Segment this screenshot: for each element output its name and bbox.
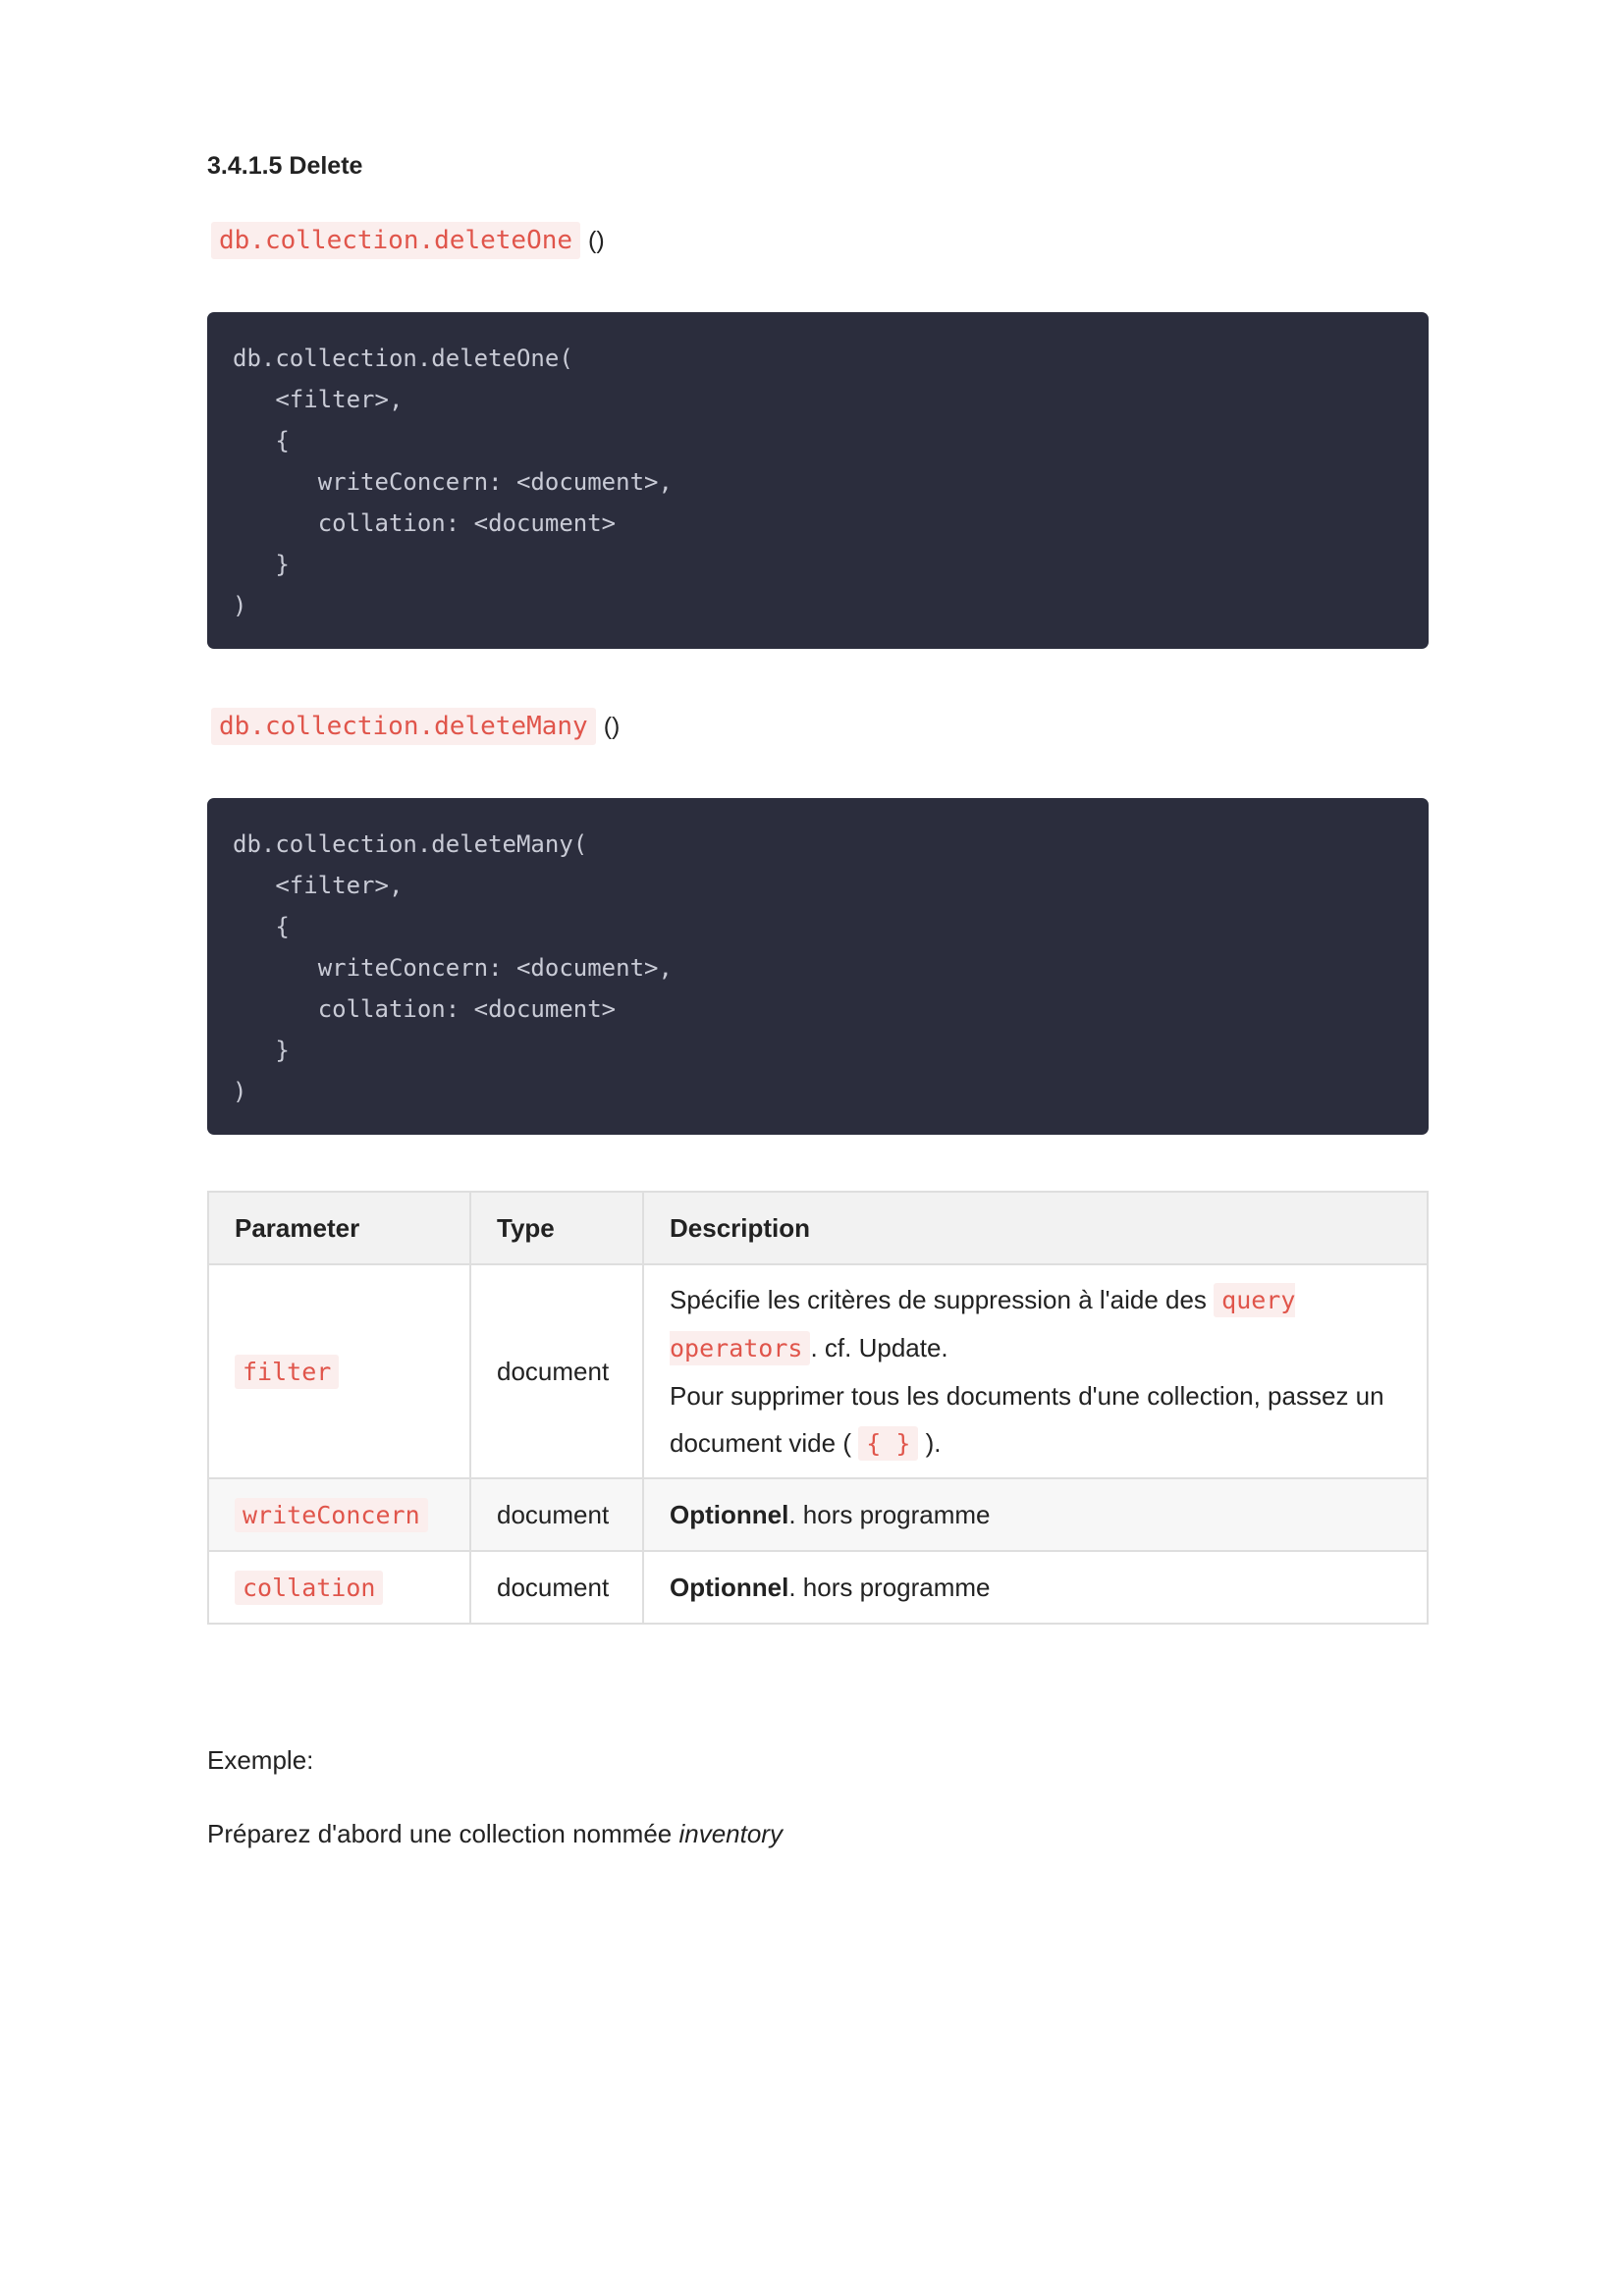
method-title-deleteone xyxy=(211,222,605,259)
description-line-2 xyxy=(670,1372,1401,1468)
code-text-deleteone: db.collection.deleteOne( <filter>, { writeConcern: <document>, collation: <document> } ) xyxy=(233,345,673,619)
collection-name: inventory xyxy=(678,1819,783,1848)
param-cell xyxy=(208,1551,470,1624)
param-name-filter: filter xyxy=(235,1355,339,1389)
type-cell: document xyxy=(470,1264,643,1478)
param-cell xyxy=(208,1478,470,1551)
inline-code-deletemany: db.collection.deleteMany xyxy=(211,708,596,745)
header-description: Description xyxy=(643,1192,1428,1264)
param-cell xyxy=(208,1264,470,1478)
table-header-row xyxy=(208,1192,1428,1264)
table-row xyxy=(208,1264,1428,1478)
code-block-deletemany xyxy=(207,798,1429,1135)
inline-code-query-operators: query operators xyxy=(670,1283,1295,1365)
description-text: Pour supprimer tous les documents d'une collection, passez un document vide ( xyxy=(670,1380,1384,1458)
example-label: Exemple: xyxy=(207,1745,314,1775)
param-name-writeconcern: writeConcern xyxy=(235,1498,428,1532)
type-cell: document xyxy=(470,1551,643,1624)
header-type: Type xyxy=(470,1192,643,1264)
description-text: . hors programme xyxy=(788,1499,991,1529)
parameters-table xyxy=(207,1191,1429,1625)
code-text-deletemany: db.collection.deleteMany( <filter>, { writeConcern: <document>, collation: <document> } ) xyxy=(233,830,673,1105)
description-text: . cf. Update. xyxy=(810,1332,948,1362)
description-text: . hors programme xyxy=(788,1572,991,1602)
inline-code-deleteone: db.collection.deleteOne xyxy=(211,222,580,259)
optional-label: Optionnel xyxy=(670,1499,789,1529)
table-row xyxy=(208,1551,1428,1624)
optional-label: Optionnel xyxy=(670,1572,789,1602)
description-text: ). xyxy=(925,1427,942,1458)
method-title-deletemany xyxy=(211,708,620,745)
section-heading: 3.4.1.5 Delete xyxy=(207,152,363,180)
method-parens: () xyxy=(603,712,621,740)
inline-code-empty-document: { } xyxy=(858,1426,918,1461)
table-row xyxy=(208,1478,1428,1551)
prep-text: Préparez d'abord une collection nommée xyxy=(207,1819,679,1848)
code-block-deleteone xyxy=(207,312,1429,649)
description-text: Spécifie les critères de suppression à l'aide des xyxy=(670,1284,1215,1314)
description-cell xyxy=(643,1478,1428,1551)
description-cell xyxy=(643,1551,1428,1624)
prep-paragraph xyxy=(207,1819,783,1849)
method-parens: () xyxy=(588,226,605,254)
description-line-1 xyxy=(670,1276,1401,1372)
type-cell: document xyxy=(470,1478,643,1551)
header-parameter: Parameter xyxy=(208,1192,470,1264)
param-name-collation: collation xyxy=(235,1571,383,1605)
description-cell xyxy=(643,1264,1428,1478)
